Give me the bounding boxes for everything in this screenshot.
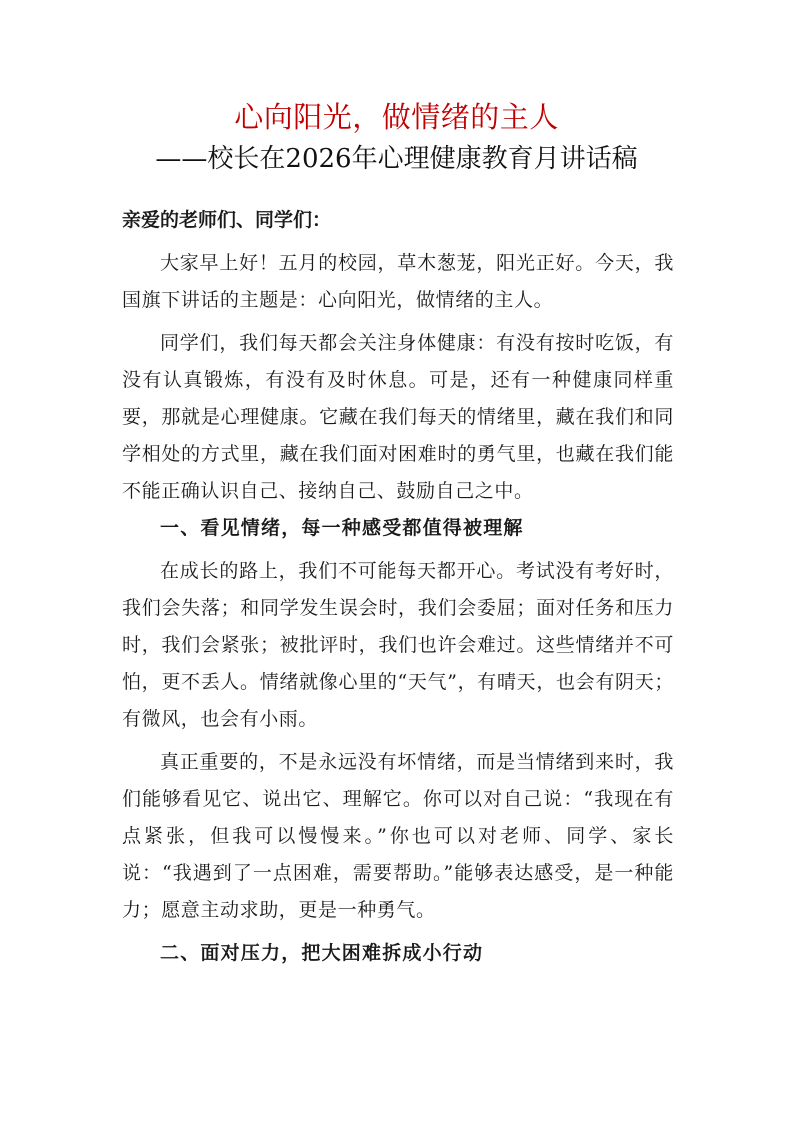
paragraph: 同学们，我们每天都会关注身体健康：有没有按时吃饭，有没有认真锻炼，有没有及时休息。可是，还有一种健康同样重要，那就是心理健康。它藏在我们每天的情绪里，藏在我们和同学相处的方式里，藏在我们面对困难时的勇气里，也藏在我们能不能正确认识自己、接纳自己、鼓励自己之中。 (122, 332, 674, 502)
section-heading: 二、面对压力，把大困难拆成小行动 (160, 942, 484, 964)
document-title: 心向阳光，做情绪的主人 (234, 100, 559, 134)
document-subtitle: ——校长在2026年心理健康教育月讲话稿 (155, 144, 638, 174)
section-heading: 一、看见情绪，每一种感受都值得被理解 (160, 517, 524, 539)
greeting: 亲爱的老师们、同学们： (122, 209, 332, 231)
paragraph: 大家早上好！五月的校园，草木葱茏，阳光正好。今天，我国旗下讲话的主题是：心向阳光，做情绪的主人。 (122, 252, 674, 311)
document-body (122, 203, 674, 972)
paragraph: 真正重要的，不是永远没有坏情绪，而是当情绪到来时，我们能够看见它、说出它、理解它。你可以对自己说：“我现在有点紧张，但我可以慢慢来。”你也可以对老师、同学、家长说：“我遇到了一点困难，需要帮助。”能够表达感受，是一种能力；愿意主动求助，更是一种勇气。 (122, 751, 674, 921)
paragraph: 在成长的路上，我们不可能每天都开心。考试没有考好时，我们会失落；和同学发生误会时，我们会委屈；面对任务和压力时，我们会紧张；被批评时，我们也许会难过。这些情绪并不可怕，更不丢人。情绪就像心里的“天气”，有晴天，也会有阴天；有微风，也会有小雨。 (122, 560, 674, 730)
